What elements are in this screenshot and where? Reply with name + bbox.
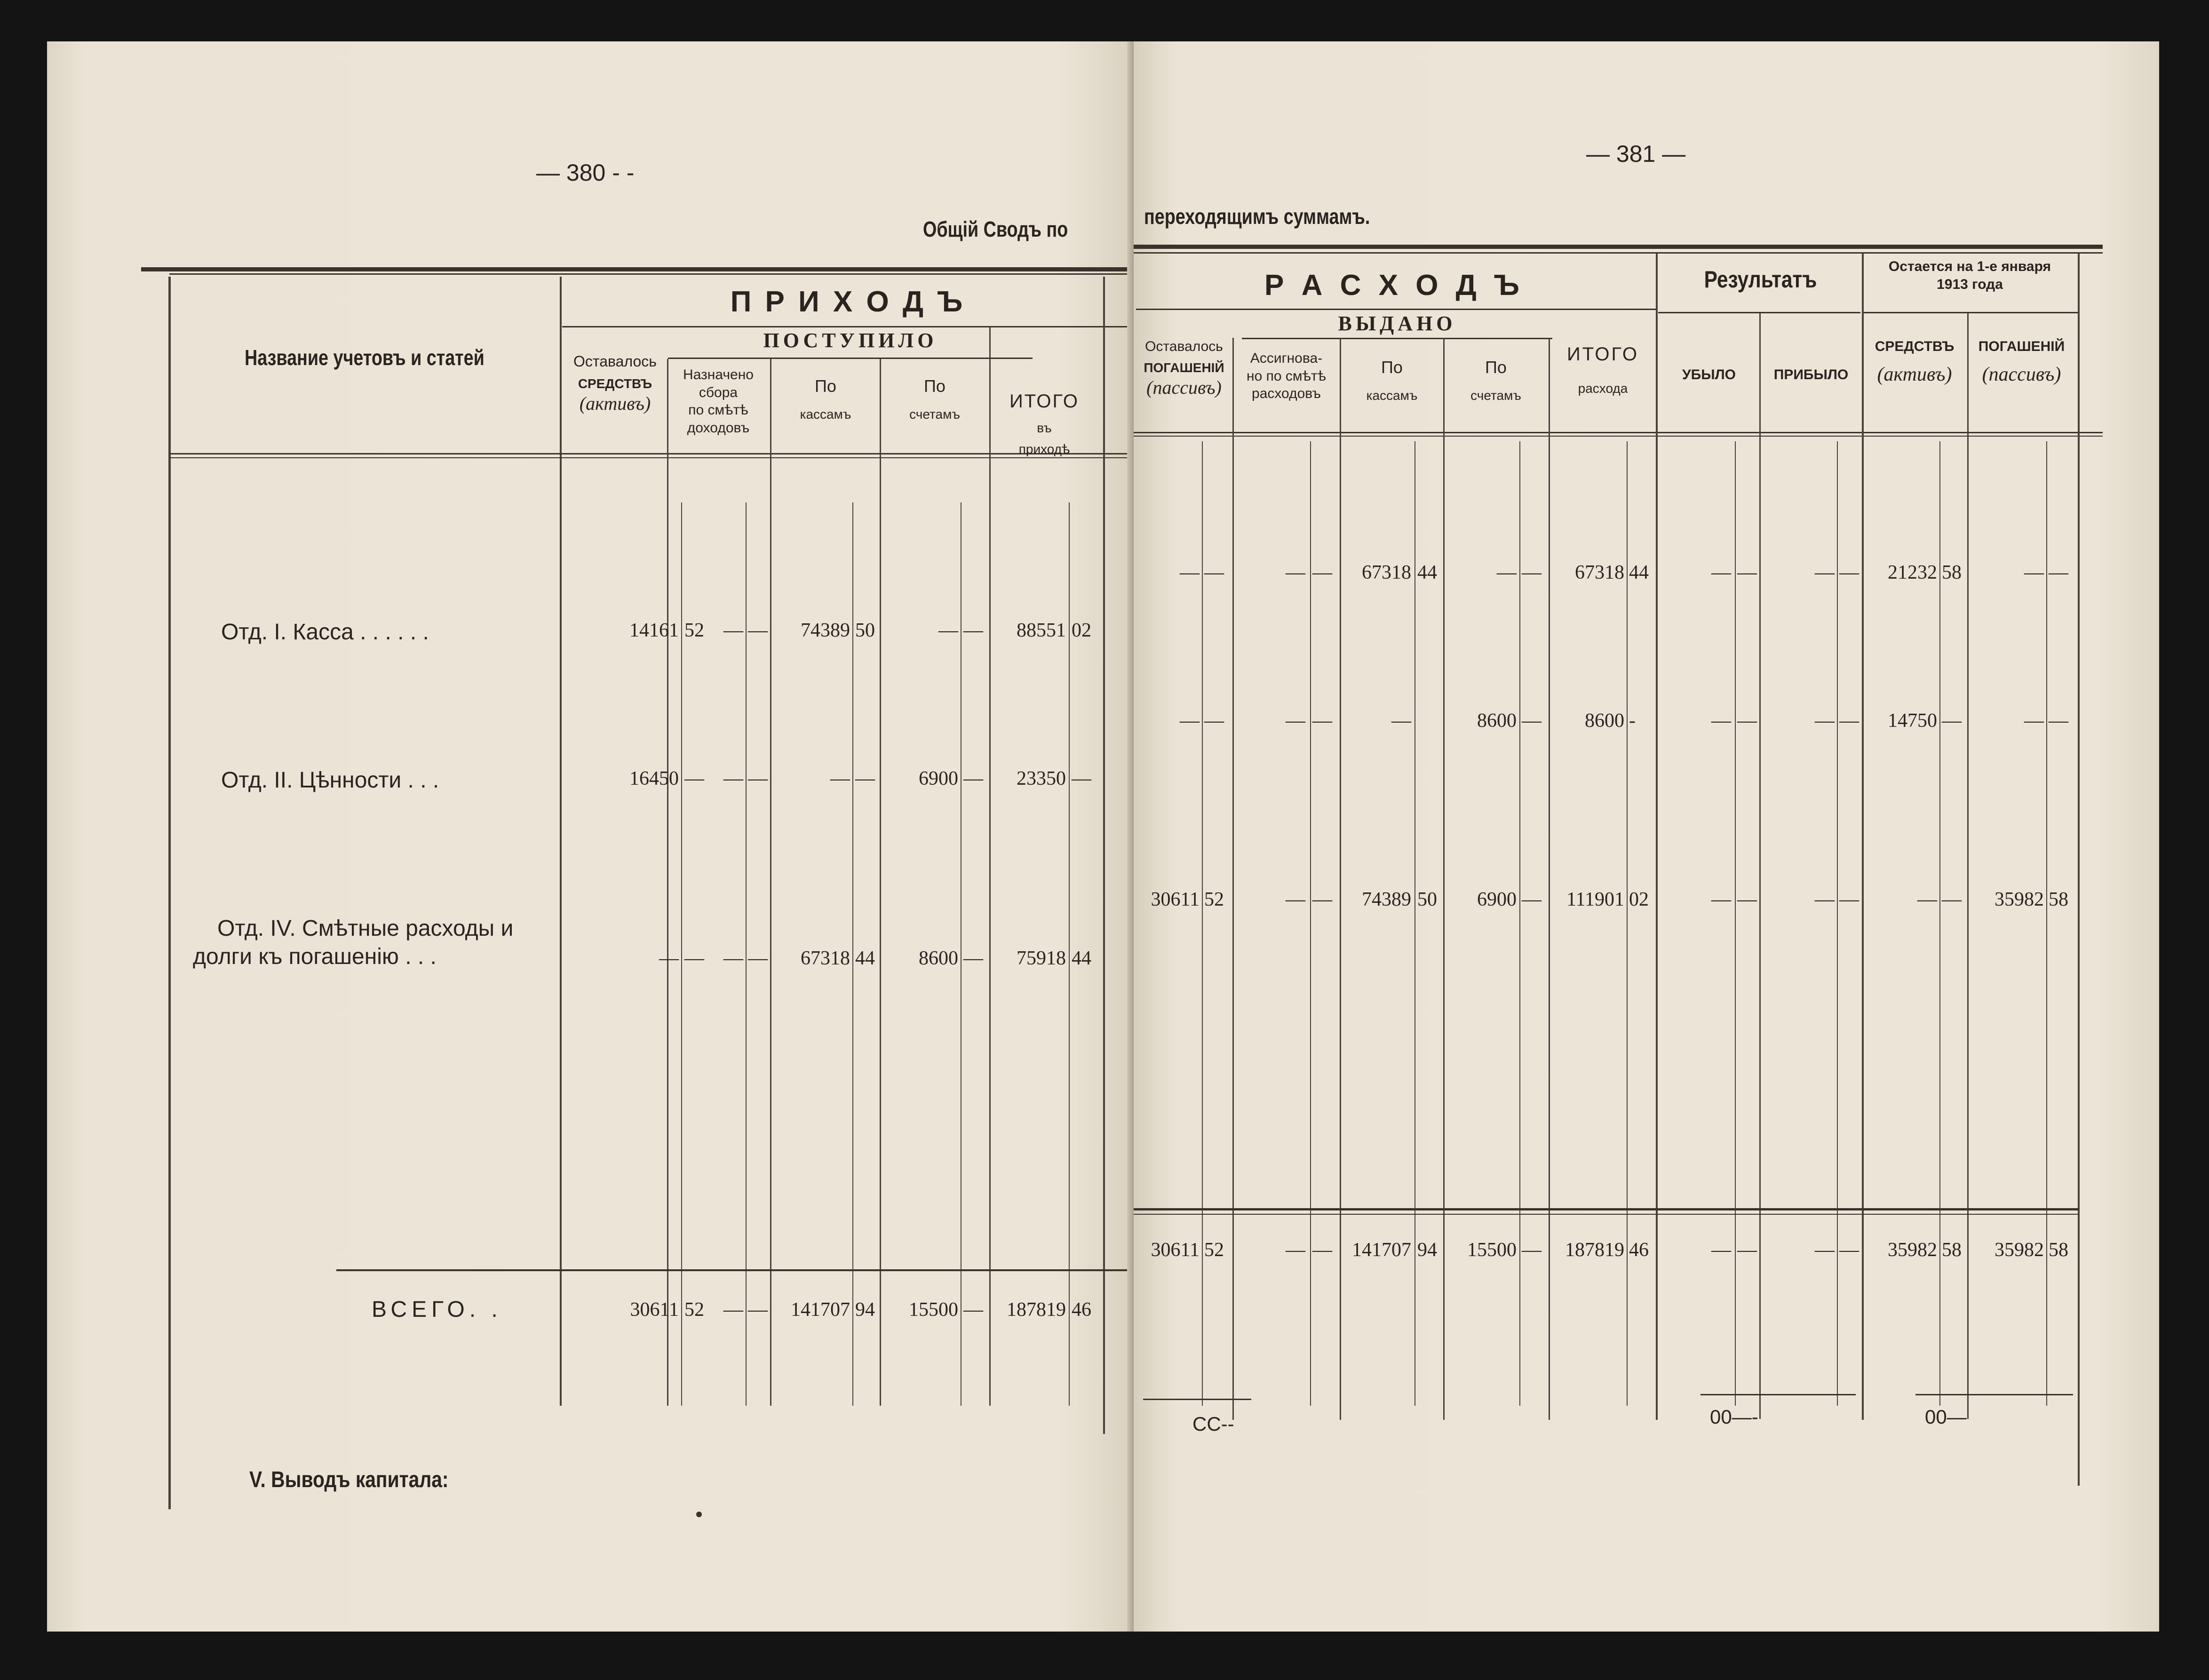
total-rule-r	[1134, 1208, 2079, 1210]
title-right-part: переходящимъ суммамъ.	[1144, 204, 1370, 229]
rcell-kas-kopecks: 50	[1417, 889, 1437, 910]
rcell-pr-kopecks: —	[1839, 562, 1859, 583]
rcell-ost-rubles: 30611	[1151, 889, 1200, 910]
rcell-ub-rubles: —	[1711, 562, 1731, 583]
cell-ost-rubles: 14161	[629, 620, 679, 641]
rcell-sch-kopecks: —	[1522, 889, 1542, 910]
rcell-pg-kopecks: —	[2049, 710, 2068, 732]
col-ostavalos-l1: Оставалось	[573, 353, 657, 370]
rcell-pr-kopecks: —	[1839, 889, 1859, 910]
col-sch-r-l1: По	[1485, 358, 1507, 377]
header-bottom-rule-r	[1134, 432, 2103, 433]
cell-naz-kopecks: —	[748, 768, 768, 789]
rcol-rule-2k	[1310, 441, 1311, 1406]
rcell-ub-rubles: —	[1711, 889, 1731, 910]
top-thin-rule	[169, 273, 1134, 275]
rtotal-kas-kopecks: 94	[1417, 1239, 1437, 1261]
left-border	[168, 277, 171, 1509]
pogasheniy-l2: (пассивъ)	[1982, 363, 2061, 385]
col-sredstv	[1863, 338, 1966, 387]
rcol-rule-3	[1443, 338, 1445, 1420]
right-border-left-page	[1103, 277, 1105, 1434]
cell-sch-kopecks: —	[963, 768, 983, 789]
rcell-sch-kopecks: —	[1522, 562, 1542, 583]
cell-sch-kopecks: —	[963, 947, 983, 969]
col-itogo-l3: приходѣ	[1018, 442, 1070, 456]
rcell-sch-rubles: 8600	[1477, 710, 1517, 732]
bottom-mark-2: 00—-	[1710, 1406, 1758, 1428]
rcol-rule-5k	[1627, 441, 1628, 1406]
col-ost-r-l2: ПОГАШЕНIЙ	[1144, 360, 1224, 375]
rcell-ost-rubles: —	[1180, 562, 1200, 583]
rcol-rule-8	[1967, 313, 1969, 1419]
sredstv-l2: (активъ)	[1877, 363, 1952, 385]
book-spread	[47, 41, 2159, 1632]
rcell-itg-kopecks: 02	[1629, 889, 1649, 910]
prihod-header: П Р И Х О Д Ъ	[730, 286, 966, 318]
rtotal-pr-kopecks: —	[1839, 1239, 1859, 1261]
rcol-rule-1	[1232, 338, 1234, 1420]
sredstv-l1: СРЕДСТВЪ	[1875, 339, 1955, 354]
row-label-2: Отд. II. Цѣнности . . .	[221, 768, 439, 793]
col-po-kassam	[771, 375, 880, 422]
rtotal-itg-kopecks: 46	[1629, 1239, 1649, 1261]
col-asg-l1: Ассигнова-	[1250, 350, 1323, 366]
col-rule-2	[770, 359, 771, 1406]
rcell-ost-kopecks: —	[1204, 562, 1224, 583]
col-itogo	[990, 390, 1098, 457]
ostaetsya-rule	[1863, 312, 2079, 313]
col-ostavalos-l3: (активъ)	[579, 393, 651, 414]
title-left-part: Общiй Сводъ по	[923, 217, 1068, 241]
cell-kas-rubles: 74389	[801, 620, 850, 641]
rcell-asg-rubles: —	[1286, 889, 1305, 910]
rcell-ost-kopecks: 52	[1204, 889, 1224, 910]
total-naz-rubles: —	[723, 1299, 743, 1321]
rtotal-ub-rubles: —	[1711, 1239, 1731, 1261]
rtotal-ost-rubles: 30611	[1151, 1239, 1200, 1261]
col-kas-l1: По	[815, 376, 836, 396]
rcell-itg-rubles: 111901	[1566, 889, 1624, 910]
rtotal-sr-kopecks: 58	[1942, 1239, 1962, 1261]
cell-naz-rubles: —	[723, 620, 743, 641]
cell-naz-rubles: —	[723, 947, 743, 969]
col-naz-l1: Назначено	[683, 367, 754, 382]
rcell-pr-rubles: —	[1815, 889, 1835, 910]
footer-text: V. Выводъ капитала:	[249, 1467, 449, 1492]
col-itogo-r-l1: ИТОГО	[1566, 344, 1639, 365]
total-itg-rubles: 187819	[1007, 1299, 1066, 1321]
rcell-sr-rubles: —	[1917, 889, 1937, 910]
cell-naz-kopecks: —	[748, 947, 768, 969]
rcol-rule-4	[1549, 338, 1550, 1420]
total-label: ВСЕГО. .	[372, 1297, 502, 1322]
rcell-pg-rubles: 35982	[1994, 889, 2044, 910]
rcol-rule-10	[2078, 253, 2080, 1486]
header-bottom-rule-r2	[1134, 436, 2103, 437]
rcol-rule-4k	[1519, 441, 1520, 1406]
rcol-rule-7	[1862, 253, 1864, 1420]
rtotal-pg-kopecks: 58	[2049, 1239, 2068, 1261]
top-thin-rule-r	[1134, 252, 2103, 254]
rcell-pg-kopecks: —	[2049, 562, 2068, 583]
cell-kas-kopecks: 50	[855, 620, 875, 641]
ink-dot	[696, 1512, 702, 1517]
rcol-rule-9k	[2046, 441, 2047, 1406]
col-ostavalos-l2: СРЕДСТВЪ	[578, 376, 652, 391]
brace-3	[1915, 1394, 2073, 1395]
cell-ost-kopecks: —	[684, 768, 704, 789]
rcell-ub-kopecks: —	[1737, 889, 1757, 910]
col-ostavalos-r	[1135, 338, 1233, 399]
col-sch-l2: счетамъ	[909, 407, 960, 422]
rcol-rule-8k	[1939, 441, 1940, 1406]
ubylo-header: УБЫЛО	[1682, 367, 1736, 382]
rcell-asg-rubles: —	[1286, 562, 1305, 583]
rtotal-sch-kopecks: —	[1522, 1239, 1542, 1261]
col-itogo-r-l2: расхода	[1578, 381, 1628, 396]
col-assign	[1233, 350, 1339, 403]
rcell-sr-rubles: 14750	[1888, 710, 1937, 732]
postupilo-header: ПОСТУПИЛО	[763, 329, 938, 352]
col-naz-l2: сбора	[699, 384, 738, 400]
total-kas-kopecks: 94	[855, 1299, 875, 1321]
total-ost-rubles: 30611	[630, 1299, 679, 1321]
rcell-sch-rubles: 6900	[1477, 889, 1517, 910]
row-label-1: Отд. I. Касса . . . . . .	[221, 620, 429, 645]
rcell-kas-rubles: —	[1391, 710, 1411, 732]
col-sch-l1: По	[924, 376, 946, 396]
top-double-rule-r	[1134, 245, 2103, 249]
cell-itg-kopecks: 44	[1072, 947, 1091, 969]
rcol-rule-3k	[1414, 441, 1415, 1406]
total-itg-kopecks: 46	[1072, 1299, 1091, 1321]
rtotal-ost-kopecks: 52	[1204, 1239, 1224, 1261]
rtotal-ub-kopecks: —	[1737, 1239, 1757, 1261]
col-po-schetam-r	[1444, 357, 1548, 404]
page-number-left: — 380 - -	[536, 159, 635, 186]
rtotal-kas-rubles: 141707	[1352, 1239, 1411, 1261]
col-pogasheniy	[1969, 338, 2074, 387]
cell-naz-kopecks: —	[748, 620, 768, 641]
col-po-kassam-r	[1341, 357, 1443, 404]
col-itogo-r	[1550, 342, 1656, 397]
rtotal-itg-rubles: 187819	[1565, 1239, 1624, 1261]
cell-itg-kopecks: 02	[1072, 620, 1091, 641]
ostaetsya-l1: Остается на 1-е января	[1888, 259, 2051, 274]
rcell-sch-rubles: —	[1497, 562, 1517, 583]
rtotal-asg-kopecks: —	[1312, 1239, 1332, 1261]
cell-ost-rubles: —	[659, 947, 679, 969]
cell-ost-rubles: 16450	[629, 768, 679, 789]
rcell-kas-rubles: 67318	[1362, 562, 1411, 583]
cell-sch-kopecks: —	[963, 620, 983, 641]
column-name-header: Название учетовъ и статей	[245, 345, 485, 370]
col-kas-r-l2: кассамъ	[1366, 388, 1418, 403]
col-sch-r-l2: счетамъ	[1470, 388, 1521, 403]
total-rule	[336, 1269, 1134, 1271]
col-itogo-l1: ИТОГО	[1009, 391, 1080, 412]
total-ost-kopecks: 52	[684, 1299, 704, 1321]
rtotal-pr-rubles: —	[1815, 1239, 1835, 1261]
cell-kas-kopecks: —	[855, 768, 875, 789]
rcell-itg-rubles: 8600	[1585, 710, 1624, 732]
rcell-kas-kopecks: 44	[1417, 562, 1437, 583]
pribylo-header: ПРИБЫЛО	[1773, 367, 1849, 382]
cell-sch-rubles: 8600	[919, 947, 958, 969]
col-kas-l2: кассамъ	[800, 407, 851, 422]
bottom-mark-1: СС--	[1192, 1413, 1234, 1435]
cell-kas-rubles: 67318	[801, 947, 850, 969]
col-naz-l3: по смѣтѣ	[688, 402, 748, 418]
col-itogo-l2: въ	[1037, 421, 1052, 435]
row-label-3: Отд. IV. Смѣтные расходы и	[217, 916, 514, 941]
cell-itg-rubles: 75918	[1017, 947, 1066, 969]
col-asg-l2: но по смѣтѣ	[1247, 368, 1326, 384]
col-ost-r-l3: (пассивъ)	[1146, 376, 1222, 398]
col-asg-l3: расходовъ	[1252, 386, 1321, 401]
rcell-pr-rubles: —	[1815, 710, 1835, 732]
total-sch-rubles: 15500	[909, 1299, 958, 1321]
right-page	[1134, 41, 2159, 1632]
rcell-sch-kopecks: —	[1522, 710, 1542, 732]
rtotal-asg-rubles: —	[1286, 1239, 1305, 1261]
rcell-itg-kopecks: 44	[1629, 562, 1649, 583]
rcell-asg-kopecks: —	[1312, 562, 1332, 583]
rcell-pg-rubles: —	[2024, 710, 2044, 732]
cell-ost-kopecks: —	[684, 947, 704, 969]
total-naz-kopecks: —	[748, 1299, 768, 1321]
cell-ost-kopecks: 52	[684, 620, 704, 641]
cell-naz-rubles: —	[723, 768, 743, 789]
rcell-sr-kopecks: —	[1942, 889, 1962, 910]
rashod-header: Р А С Х О Д Ъ	[1264, 269, 1524, 302]
cell-sch-rubles: —	[938, 620, 958, 641]
rtotal-sr-rubles: 35982	[1888, 1239, 1937, 1261]
rcell-kas-rubles: 74389	[1362, 889, 1411, 910]
top-double-rule	[141, 267, 1134, 271]
col-ost-r-l1: Оставалось	[1145, 339, 1223, 354]
bottom-mark-3: 00—	[1925, 1406, 1967, 1428]
cell-kas-kopecks: 44	[855, 947, 875, 969]
total-rule-r2	[1134, 1214, 2079, 1215]
vydano-rule	[1242, 338, 1552, 339]
cell-itg-rubles: 23350	[1017, 768, 1066, 789]
rcell-ost-kopecks: —	[1204, 710, 1224, 732]
cell-itg-kopecks: —	[1072, 768, 1091, 789]
cell-kas-rubles: —	[830, 768, 850, 789]
rcol-rule-7k	[1837, 441, 1838, 1406]
col-kas-r-l1: По	[1381, 358, 1403, 377]
vydano-header: ВЫДАНО	[1338, 312, 1456, 335]
rcell-ub-kopecks: —	[1737, 710, 1757, 732]
page-number-right: — 381 —	[1586, 141, 1686, 167]
rcol-rule-6k	[1735, 441, 1736, 1406]
row-label-3b: долги къ погашенiю . . .	[193, 944, 437, 969]
rezultat-header: Результатъ	[1704, 266, 1817, 293]
postupilo-rule	[668, 358, 1033, 359]
col-ostavalos	[562, 352, 668, 415]
rcell-asg-kopecks: —	[1312, 889, 1332, 910]
rcol-rule-6	[1759, 313, 1761, 1419]
rcell-sr-kopecks: 58	[1942, 562, 1962, 583]
rashod-rule	[1136, 309, 1657, 310]
brace-1	[1143, 1399, 1251, 1400]
col-naznacheno	[669, 366, 768, 437]
rcell-pr-kopecks: —	[1839, 710, 1859, 732]
rcol-rule-1k	[1202, 441, 1203, 1406]
rcol-rule-5	[1656, 253, 1658, 1420]
col-rule-4	[989, 327, 991, 1406]
rcell-itg-rubles: 67318	[1575, 562, 1624, 583]
rcell-pg-kopecks: 58	[2049, 889, 2068, 910]
total-kas-rubles: 141707	[791, 1299, 850, 1321]
rcell-asg-kopecks: —	[1312, 710, 1332, 732]
rcell-asg-rubles: —	[1286, 710, 1305, 732]
rcell-ub-rubles: —	[1711, 710, 1731, 732]
rcell-pg-rubles: —	[2024, 562, 2044, 583]
col-po-schetam	[881, 375, 989, 422]
left-page	[47, 41, 1134, 1632]
rcell-sr-rubles: 21232	[1888, 562, 1937, 583]
cell-itg-rubles: 88551	[1017, 620, 1066, 641]
cell-sch-rubles: 6900	[919, 768, 958, 789]
ostaetsya-header	[1863, 258, 2077, 293]
ostaetsya-l2: 1913 года	[1937, 276, 2003, 292]
rtotal-pg-rubles: 35982	[1994, 1239, 2044, 1261]
rcell-pr-rubles: —	[1815, 562, 1835, 583]
col-rule-1	[667, 359, 668, 1406]
rcell-ub-kopecks: —	[1737, 562, 1757, 583]
divider-name	[560, 277, 562, 1406]
rcell-sr-kopecks: —	[1942, 710, 1962, 732]
rcol-rule-2	[1340, 338, 1341, 1420]
total-sch-kopecks: —	[963, 1299, 983, 1321]
rtotal-sch-rubles: 15500	[1467, 1239, 1517, 1261]
pogasheniy-l1: ПОГАШЕНIЙ	[1978, 339, 2065, 354]
col-rule-3	[880, 359, 881, 1406]
rcell-ost-rubles: —	[1180, 710, 1200, 732]
rcell-itg-kopecks: -	[1629, 710, 1636, 732]
brace-2	[1700, 1394, 1856, 1395]
col-naz-l4: доходовъ	[687, 420, 750, 436]
